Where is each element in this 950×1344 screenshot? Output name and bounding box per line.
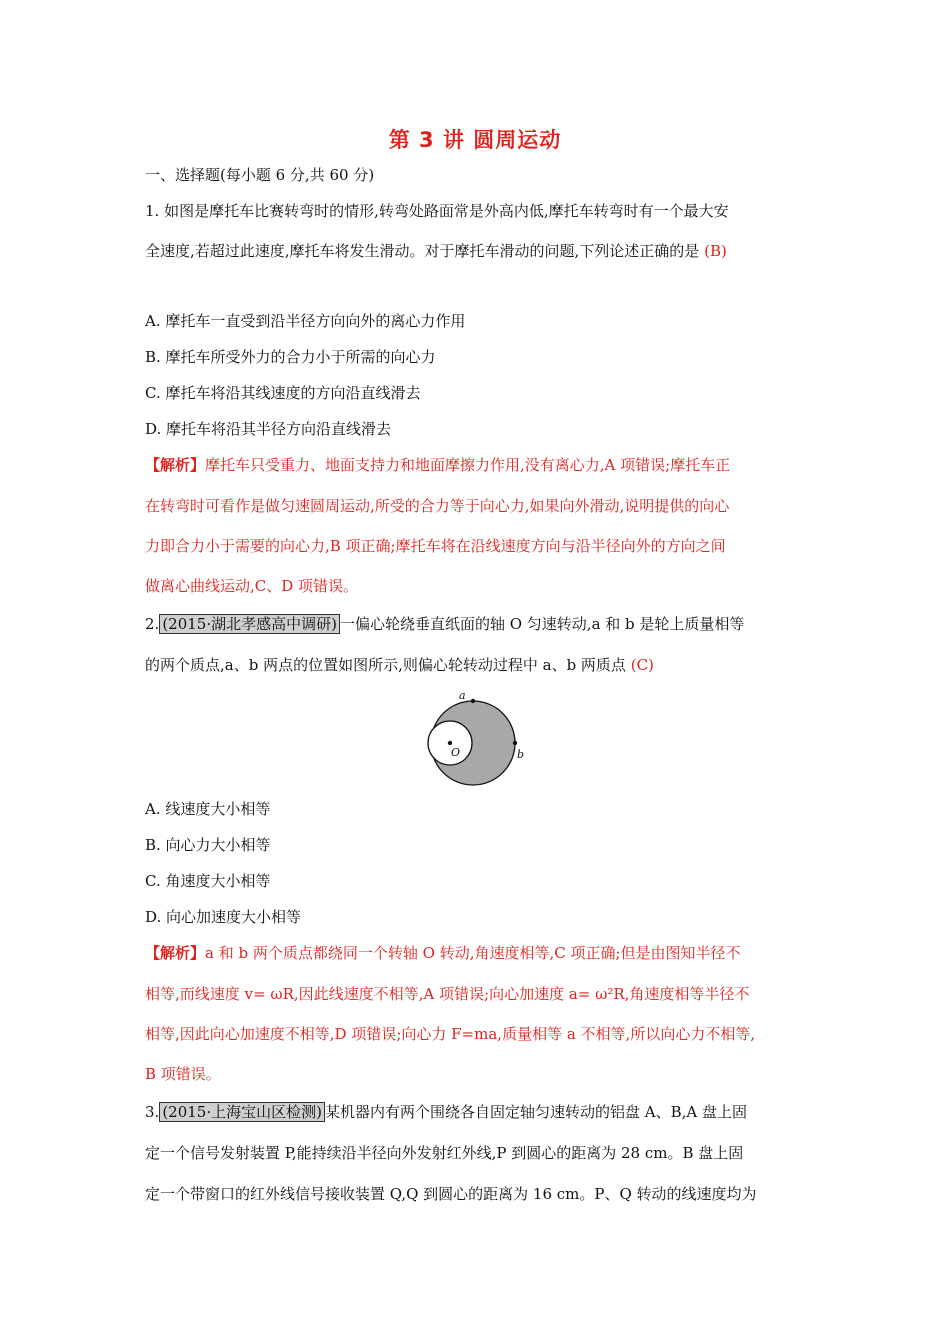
q2-number: 2. [145, 615, 160, 633]
q3-stem-line-2: 定一个信号发射装置 P,能持续沿半径向外发射红外线,P 到圆心的距离为 28 cm。B 盘上固 [145, 1144, 744, 1162]
q3-number: 3. [145, 1103, 160, 1121]
q1-analysis-line-2: 在转弯时可看作是做匀速圆周运动,所受的合力等于向心力,如果向外滑动,说明提供的向心 [145, 497, 730, 515]
q2-option-a: A. 线速度大小相等 [145, 800, 271, 818]
q3-source-tag: (2015·上海宝山区检测) [159, 1102, 325, 1122]
label-a: a [459, 689, 466, 702]
q3-stem-text-1: 某机器内有两个围绕各自固定轴匀速转动的铝盘 A、B,A 盘上固 [324, 1103, 747, 1121]
page-title: 第 3 讲 圆周运动 [388, 128, 562, 152]
q1-analysis-line-3: 力即合力小于需要的向心力,B 项正确;摩托车将在沿线速度方向与沿半径向外的方向之间 [145, 537, 726, 555]
q1-option-a: A. 摩托车一直受到沿半径方向向外的离心力作用 [145, 312, 466, 330]
point-b [513, 741, 517, 745]
q2-stem-line-2 [145, 654, 815, 675]
q1-analysis-label: 【解析】 [145, 456, 206, 474]
q1-analysis-line-1 [145, 454, 815, 475]
q2-option-d: D. 向心加速度大小相等 [145, 908, 302, 926]
q2-analysis-line-1 [145, 942, 815, 963]
q2-analysis-line-3: 相等,因此向心加速度不相等,D 项错误;向心力 F=ma,质量相等 a 不相等,所以向心力不相等, [145, 1025, 756, 1043]
q2-source-tag: (2015·湖北孝感高中调研) [159, 614, 340, 634]
axis-point-o [448, 741, 452, 745]
q2-analysis-line-2: 相等,而线速度 v= ωR,因此线速度不相等,A 项错误;向心加速度 a= ω²R,角速度相等半径不 [145, 985, 750, 1003]
eccentric-wheel-figure [420, 686, 530, 786]
q2-option-b: B. 向心力大小相等 [145, 836, 271, 854]
q2-option-c: C. 角速度大小相等 [145, 872, 271, 890]
q2-stem-text-1: 一偏心轮绕垂直纸面的轴 O 匀速转动,a 和 b 是轮上质量相等 [339, 615, 745, 633]
eccentric-wheel-diagram [420, 686, 530, 786]
q2-analysis-text-1: a 和 b 两个质点都绕同一个转轴 O 转动,角速度相等,C 项正确;但是由图知半径不 [205, 944, 741, 962]
section-header: 一、选择题(每小题 6 分,共 60 分) [145, 166, 375, 184]
q1-stem-line-1: 1. 如图是摩托车比赛转弯时的情形,转弯处路面常是外高内低,摩托车转弯时有一个最大安 [145, 202, 729, 220]
q1-option-b: B. 摩托车所受外力的合力小于所需的向心力 [145, 348, 436, 366]
q3-stem-line-1 [145, 1101, 815, 1122]
label-o: O [451, 746, 461, 759]
q1-analysis-line-4: 做离心曲线运动,C、D 项错误。 [145, 577, 359, 595]
q2-stem-line-1 [145, 613, 815, 634]
q1-option-c: C. 摩托车将沿其线速度的方向沿直线滑去 [145, 384, 421, 402]
q1-option-d: D. 摩托车将沿其半径方向沿直线滑去 [145, 420, 392, 438]
point-a [471, 699, 475, 703]
q1-stem-text: 全速度,若超过此速度,摩托车将发生滑动。对于摩托车滑动的问题,下列论述正确的是 [145, 242, 700, 260]
q1-stem-line-2 [145, 240, 815, 261]
q1-analysis-text-1: 摩托车只受重力、地面支持力和地面摩擦力作用,没有离心力,A 项错误;摩托车正 [205, 456, 731, 474]
q3-stem-line-3: 定一个带窗口的红外线信号接收装置 Q,Q 到圆心的距离为 16 cm。P、Q 转动的线速度均为 [145, 1185, 757, 1203]
q2-answer: (C) [630, 656, 654, 674]
label-b: b [517, 748, 525, 761]
q2-stem-text-2: 的两个质点,a、b 两点的位置如图所示,则偏心轮转动过程中 a、b 两质点 [145, 656, 626, 674]
q1-answer: (B) [704, 242, 727, 260]
q2-analysis-line-4: B 项错误。 [145, 1065, 221, 1083]
q2-analysis-label: 【解析】 [145, 944, 206, 962]
